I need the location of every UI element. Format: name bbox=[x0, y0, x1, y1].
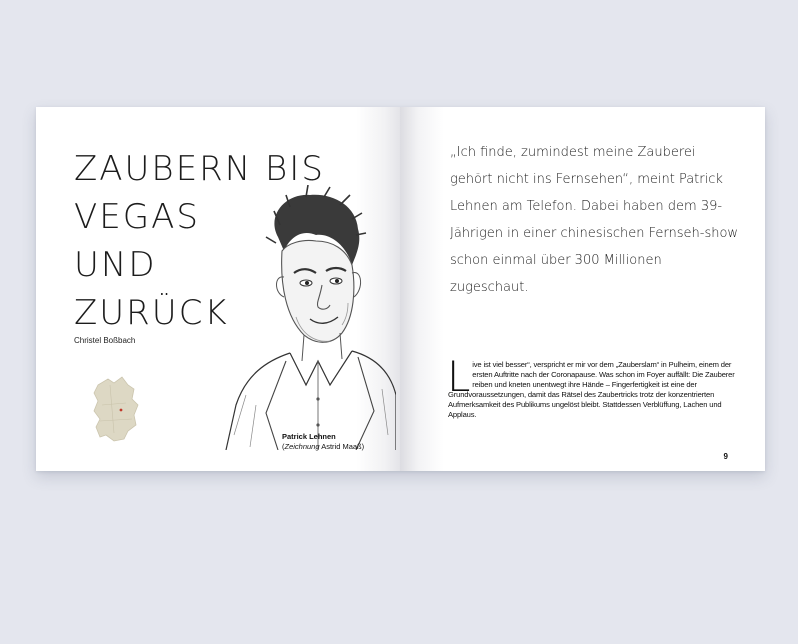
caption-open-paren: ( bbox=[282, 442, 285, 451]
intro-paragraph: „Ich finde, zumindest meine Zauberei gehört nicht ins Fernsehen“, meint Patrick Lehnen am Telefon. Dabei haben dem 39-Jährigen in einer chinesischen Fernseh-show schon einmal über 300 Millionen zugeschaut. bbox=[450, 145, 739, 295]
body-text: ive ist viel besser“, verspricht er mir vor dem „Zauberslam“ in Pulheim, einem der ersten Auftritte nach der Coronapause. Was schon im Foyer auffällt: Die Zauberer reiben und kneten unentwegt ihre Hände – Fingerfertigkeit ist eine der Grundvoraussetzungen, damit das Rätsel des Zaubertricks trotz der konzentrierten Aufmerksamkeit des Publikums ungelöst bleibt. Stattdessen Verblüffung, Lachen und Applaus. bbox=[448, 360, 735, 419]
caption-name: Patrick Lehnen bbox=[282, 432, 336, 441]
right-page bbox=[400, 107, 765, 471]
title-line-4: ZURÜCK bbox=[74, 293, 229, 333]
portrait-drawing bbox=[206, 185, 396, 450]
title-line-1: ZAUBERN BIS bbox=[74, 149, 325, 189]
title-line-2: VEGAS bbox=[74, 197, 200, 237]
title-line-3: UND bbox=[74, 245, 157, 285]
portrait-caption bbox=[282, 432, 392, 452]
left-page bbox=[36, 107, 400, 471]
page-number: 9 bbox=[723, 452, 728, 461]
book-spread bbox=[36, 107, 765, 471]
drop-cap: L bbox=[447, 352, 471, 401]
district-map-icon bbox=[92, 375, 140, 443]
body-paragraph bbox=[447, 352, 740, 420]
author-byline: Christel Boßbach bbox=[74, 336, 136, 345]
caption-credit-rest: Astrid Maaß) bbox=[319, 442, 365, 451]
caption-credit-italic: Zeichnung bbox=[284, 442, 320, 451]
